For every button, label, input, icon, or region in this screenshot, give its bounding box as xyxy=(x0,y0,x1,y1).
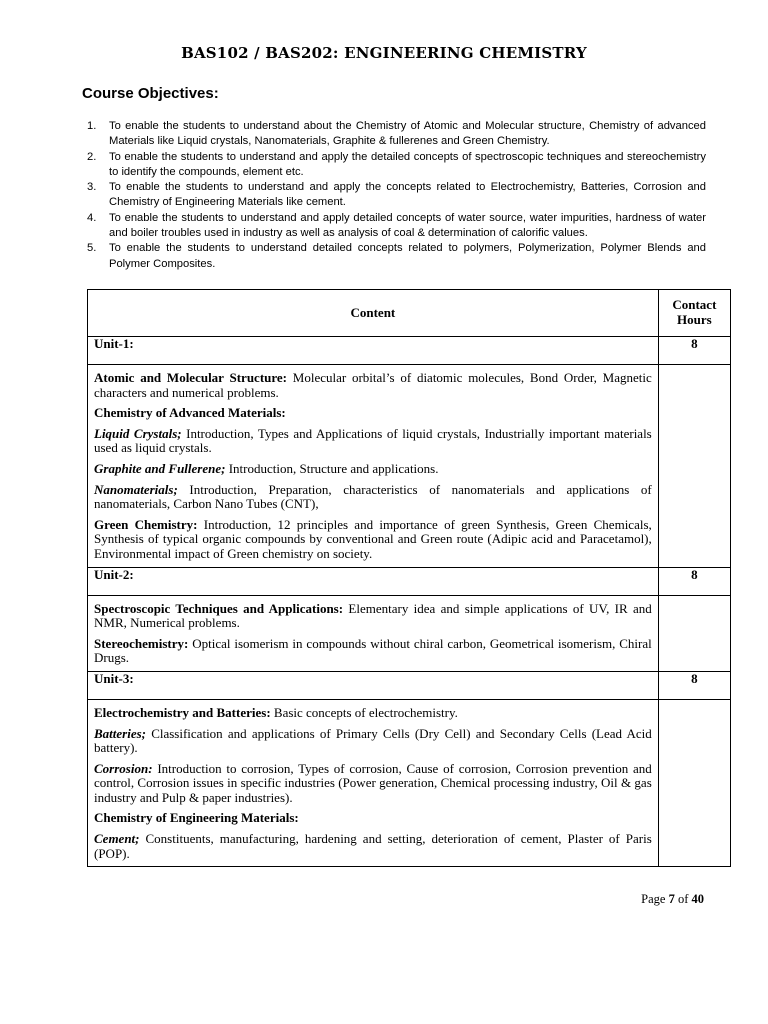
objective-item xyxy=(82,211,706,242)
topic-heading: Cement; xyxy=(94,831,140,847)
topic-heading: Spectroscopic Techniques and Applications: xyxy=(94,600,344,616)
topic-heading: Corrosion: xyxy=(94,760,153,776)
topic-text: Introduction, Types and Applications of liquid crystals, Industrially important materials used as liquid crystals. xyxy=(94,425,652,456)
topic-text: Introduction, Preparation, characteristics of nanomaterials and applications of nanomaterials, Carbon Nano Tubes (CNT), xyxy=(94,481,652,512)
topic-paragraph xyxy=(94,462,652,477)
objective-text: To enable the students to understand and apply the concepts related to Electrochemistry, Batteries, Corrosion and Chemistry of Engineering Materials like cement. xyxy=(109,181,706,209)
objective-item xyxy=(82,180,706,211)
unit-3-row xyxy=(88,671,731,699)
topic-heading: Graphite and Fullerene; xyxy=(94,460,226,476)
unit-1-content-row xyxy=(88,365,731,568)
unit-3-hours: 8 xyxy=(658,671,730,699)
topic-text: Optical isomerism in compounds without chiral carbon, Geometrical isomerism, Chiral Drugs. xyxy=(94,635,652,666)
unit-3-label: Unit-3: xyxy=(88,671,659,699)
topic-heading: Green Chemistry: xyxy=(94,516,198,532)
page-label: Page xyxy=(641,892,666,906)
unit-1-row xyxy=(88,337,731,365)
unit-2-hours-blank xyxy=(658,595,730,671)
page-of: of xyxy=(677,892,689,906)
topic-paragraph xyxy=(94,406,652,421)
unit-2-hours: 8 xyxy=(658,567,730,595)
topic-heading: Chemistry of Advanced Materials: xyxy=(94,405,286,421)
topic-heading: Chemistry of Engineering Materials: xyxy=(94,810,299,826)
topic-text: Constituents, manufacturing, hardening and setting, deterioration of cement, Plaster of Paris (POP). xyxy=(94,831,652,861)
header-content: Content xyxy=(88,290,659,337)
header-hours-line2: Hours xyxy=(677,312,712,327)
topic-paragraph xyxy=(94,727,652,756)
topic-text: Introduction, 12 principles and importance of green Synthesis, Green Chemicals, Synthesis of typical organic compounds by conventional and Green route (Adipic acid and Paracetamol), Environmental impact of Green chemistry on society. xyxy=(94,516,652,561)
objective-number: 2. xyxy=(87,150,97,163)
topic-text: Basic concepts of electrochemistry. xyxy=(270,704,458,720)
topic-paragraph xyxy=(94,762,652,806)
objective-number: 4. xyxy=(87,211,97,224)
topic-text: Classification and applications of Primary Cells (Dry Cell) and Secondary Cells (Lead Acid battery). xyxy=(94,725,652,756)
topic-paragraph xyxy=(94,371,652,400)
topic-heading: Liquid Crystals; xyxy=(94,425,182,441)
topic-text: Elementary idea and simple applications of UV, IR and NMR, Numerical problems. xyxy=(94,600,652,631)
unit-1-hours-blank xyxy=(658,365,730,568)
page-title: BAS102 / BAS202: ENGINEERING CHEMISTRY xyxy=(181,44,587,62)
objective-item xyxy=(82,150,706,181)
topic-paragraph xyxy=(94,637,652,666)
page-total: 40 xyxy=(691,892,704,906)
header-contact-hours xyxy=(658,290,730,337)
objective-number: 1. xyxy=(87,120,97,132)
syllabus-table xyxy=(87,289,731,867)
topic-paragraph xyxy=(94,483,652,512)
unit-2-content-row xyxy=(88,595,731,671)
header-hours-line1: Contact xyxy=(672,297,717,313)
unit-1-content xyxy=(88,365,659,568)
unit-2-row xyxy=(88,567,731,595)
topic-heading: Nanomaterials; xyxy=(94,481,178,497)
objective-item xyxy=(82,119,706,150)
objective-number: 5. xyxy=(87,242,97,255)
unit-1-hours: 8 xyxy=(658,337,730,365)
objective-text: To enable the students to understand detailed concepts related to polymers, Polymerization, Polymer Blends and Polymer Composites. xyxy=(109,242,706,270)
page-current: 7 xyxy=(668,892,675,906)
topic-text: Introduction to corrosion, Types of corrosion, Cause of corrosion, Corrosion prevention and control, Corrosion issues in specific industries (Power generation, Chemical processing industry, Oil & gas industry and Pulp & paper industries). xyxy=(94,760,652,805)
table-header-row xyxy=(88,290,731,337)
objectives-heading: Course Objectives: xyxy=(82,85,219,102)
unit-2-content xyxy=(88,595,659,671)
topic-paragraph xyxy=(94,832,652,861)
objective-text: To enable the students to understand and apply detailed concepts of water source, water impurities, hardness of water and boiler troubles used in industry as well as analysis of coal & determination of calorific values. xyxy=(109,211,706,240)
topic-heading: Batteries; xyxy=(94,725,146,741)
topic-paragraph xyxy=(94,602,652,631)
topic-paragraph xyxy=(94,706,652,721)
page-number xyxy=(641,892,704,907)
objective-text: To enable the students to understand about the Chemistry of Atomic and Molecular structure, Chemistry of advanced Materials like Liquid crystals, Nanomaterials, Graphite & fullerenes and Green Chemistry. xyxy=(109,120,706,148)
topic-heading: Stereochemistry: xyxy=(94,635,189,651)
topic-text: Molecular orbital’s of diatomic molecules, Bond Order, Magnetic characters and numerical problems. xyxy=(94,370,652,400)
objectives-list xyxy=(82,119,706,272)
topic-paragraph xyxy=(94,518,652,562)
objective-item xyxy=(82,241,706,272)
objective-text: To enable the students to understand and apply the detailed concepts of spectroscopic techniques and stereochemistry to identify the compounds, element etc. xyxy=(109,150,706,178)
topic-paragraph xyxy=(94,811,652,826)
objective-number: 3. xyxy=(87,181,97,194)
unit-1-label: Unit-1: xyxy=(88,337,659,365)
unit-3-content-row xyxy=(88,699,731,866)
topic-paragraph xyxy=(94,427,652,456)
topic-heading: Electrochemistry and Batteries: xyxy=(94,704,271,720)
unit-3-content xyxy=(88,699,659,866)
unit-3-hours-blank xyxy=(658,699,730,866)
topic-text: Introduction, Structure and applications. xyxy=(225,460,439,476)
topic-heading: Atomic and Molecular Structure: xyxy=(94,370,288,385)
unit-2-label: Unit-2: xyxy=(88,567,659,595)
